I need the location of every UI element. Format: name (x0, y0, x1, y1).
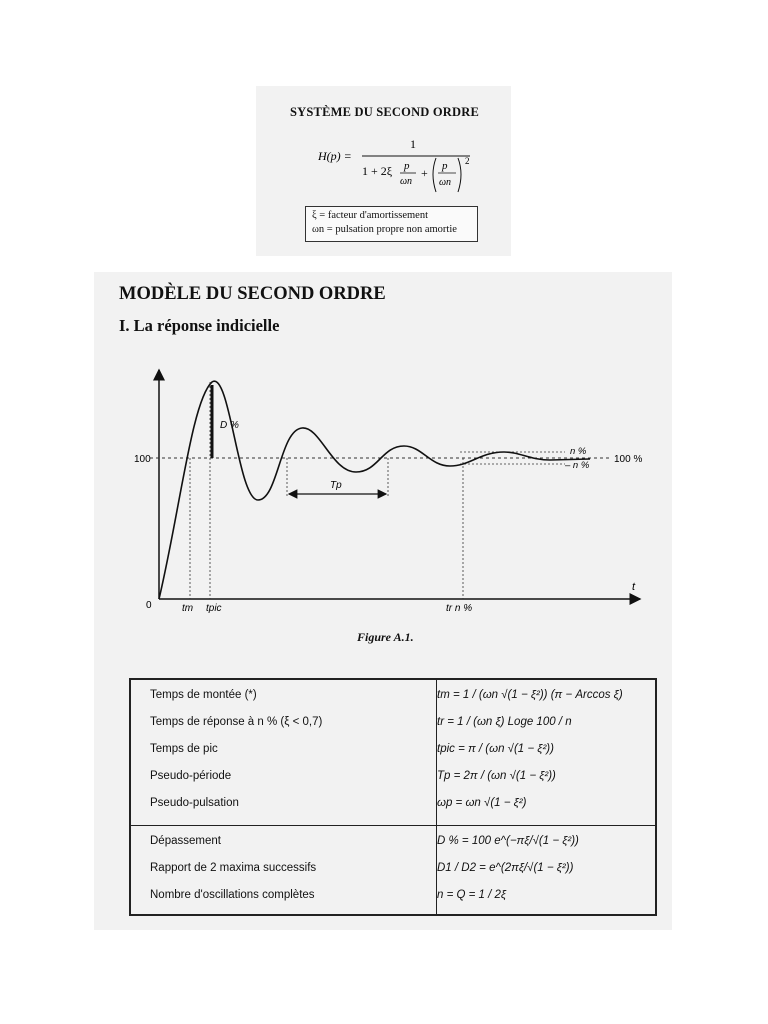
formula-oscillations: n = Q = 1 / 2ξ (437, 889, 507, 902)
main-subtitle: I. La réponse indicielle (119, 316, 280, 335)
label-pseudo-pulsation: Pseudo-pulsation (150, 797, 239, 809)
upper-band-label: n % (570, 446, 587, 457)
response-curve (159, 381, 590, 599)
label-oscillations: Nombre d'oscillations complètes (150, 889, 315, 902)
formula-rise-time: tm = 1 / (ωn √(1 − ξ²)) (π − Arccos ξ) (437, 689, 623, 701)
tm-label: tm (182, 603, 194, 614)
tr-label: tr n % (446, 603, 473, 614)
group1-labels (130, 679, 437, 826)
y-tick-100: 100 (134, 454, 151, 465)
formula-exponent: 2 (465, 156, 470, 166)
formula-numerator: 1 (410, 137, 416, 151)
formula-lhs: H(p) = (318, 149, 352, 163)
tpic-label: tpic (206, 603, 222, 614)
origin-label: 0 (146, 600, 152, 611)
formulas-table (129, 678, 657, 916)
paren-frac-num: p (442, 160, 448, 172)
plus-sign: + (421, 166, 428, 180)
formula-frac-den: ωn (400, 176, 413, 187)
paren-frac-den: ωn (439, 177, 452, 188)
lower-band-label: – n % (565, 460, 590, 471)
formula-response-time: tr = 1 / (ωn ξ) Loge 100 / n (437, 716, 572, 728)
group2-labels (130, 826, 437, 915)
legend-damping: ξ = facteur d'amortissement (312, 210, 428, 221)
figure-caption: Figure A.1. (357, 630, 414, 644)
formula-pseudo-period: Tp = 2π / (ωn √(1 − ξ²)) (437, 770, 556, 782)
transfer-function-formula (318, 132, 498, 197)
formula-pseudo-pulsation: ωp = ωn √(1 − ξ²) (437, 797, 527, 809)
label-response-time: Temps de réponse à n % (ξ < 0,7) (150, 716, 323, 728)
formula-frac-num: p (404, 160, 410, 172)
tp-label: Tp (330, 480, 342, 491)
group1-formulas (437, 679, 657, 826)
label-pseudo-period: Pseudo-période (150, 770, 232, 782)
left-paren (433, 158, 436, 192)
group2-formulas (437, 826, 657, 915)
legend-pulsation: ωn = pulsation propre non amortie (312, 224, 457, 235)
top-title: SYSTÈME DU SECOND ORDRE (290, 105, 480, 119)
label-rise-time: Temps de montée (*) (150, 689, 257, 701)
formula-overshoot: D % = 100 e^(−πξ/√(1 − ξ²)) (437, 835, 579, 848)
label-peak-time: Temps de pic (150, 743, 218, 755)
legend-box (305, 206, 478, 242)
hundred-percent-label: 100 % (614, 454, 643, 465)
overshoot-label: D % (220, 420, 239, 431)
step-response-chart (120, 360, 660, 625)
main-title: MODÈLE DU SECOND ORDRE (119, 284, 386, 304)
x-axis-label: t (632, 581, 636, 593)
label-overshoot: Dépassement (150, 835, 221, 848)
formula-denominator-prefix: 1 + 2ξ (362, 164, 393, 178)
right-paren (458, 158, 461, 192)
formula-peak-time: tpic = π / (ωn √(1 − ξ²)) (437, 743, 554, 755)
label-maxima-ratio: Rapport de 2 maxima successifs (150, 862, 317, 875)
formula-maxima-ratio: D1 / D2 = e^(2πξ/√(1 − ξ²)) (437, 862, 574, 875)
